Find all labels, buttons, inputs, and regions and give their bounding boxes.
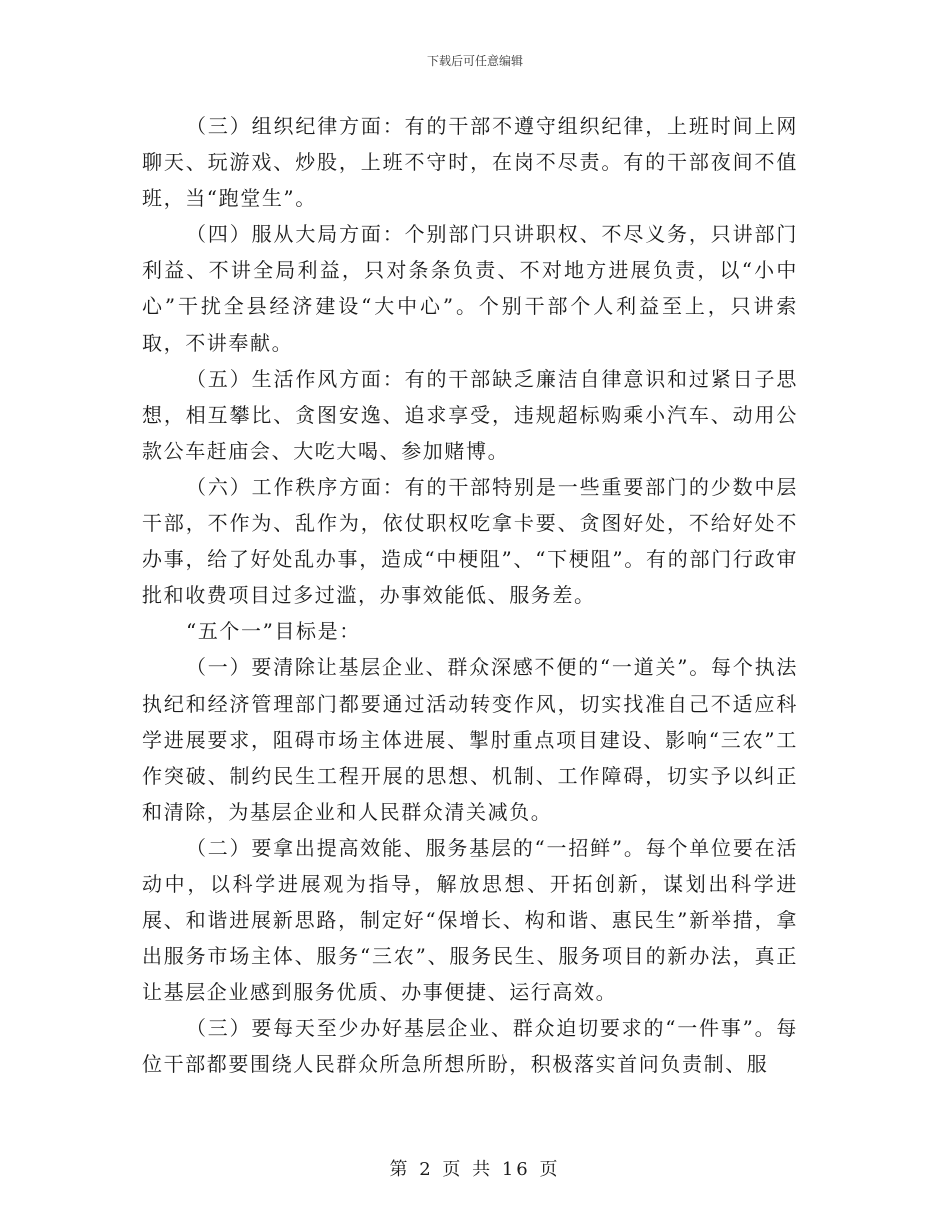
paragraph-five-goals-heading: “五个一”目标是：: [186, 619, 361, 644]
paragraph-goal-one: （一）要清除让基层企业、群众深感不便的“一道关”。每个执法执纪和经济管理部门都要通过活动转变作风，切实找准自己不适应科学进展要求，阻碍市场主体进展、掣肘重点项目建设、影响“三农”工作突破、制约民生工程开展的思想、机制、工作障碍，切实予以纠正和清除，为基层企业和人民群众清关减负。: [142, 655, 798, 824]
paragraph-work-order: （六）工作秩序方面：有的干部特别是一些重要部门的少数中层干部，不作为、乱作为，依仗职权吃拿卡要、贪图好处，不给好处不办事，给了好处乱办事，造成“中梗阻”、“下梗阻”。有的部门行政审批和收费项目过多过滥，办事效能低、服务差。: [142, 474, 798, 608]
paragraph-lifestyle: （五）生活作风方面：有的干部缺乏廉洁自律意识和过紧日子思想，相互攀比、贪图安逸、追求享受，违规超标购乘小汽车、动用公款公车赶庙会、大吃大喝、参加赌博。: [142, 366, 798, 463]
document-body: [142, 108, 798, 1083]
paragraph-goal-two: （二）要拿出提高效能、服务基层的“一招鲜”。每个单位要在活动中，以科学进展观为指导，解放思想、开拓创新，谋划出科学进展、和谐进展新思路，制定好“保增长、构和谐、惠民生”新举措，拿出服务市场主体、服务“三农”、服务民生、服务项目的新办法，真正让基层企业感到服务优质、办事便捷、运行高效。: [142, 835, 798, 1005]
paragraph-goal-three: （三）要每天至少办好基层企业、群众迫切要求的“一件事”。每位干部都要围绕人民群众所急所想所盼，积极落实首问负责制、服: [142, 1016, 798, 1077]
paragraph-overall-situation: （四）服从大局方面：个别部门只讲职权、不尽义务，只讲部门利益、不讲全局利益，只对条条负责、不对地方进展负责，以“小中心”干扰全县经济建设“大中心”。个别干部个人利益至上，只讲索取，不讲奉献。: [142, 222, 798, 355]
page-header-note: 下载后可任意编辑: [426, 54, 523, 68]
page-number-footer: 第 2 页 共 16 页: [389, 1159, 561, 1180]
paragraph-organization-discipline: （三）组织纪律方面：有的干部不遵守组织纪律，上班时间上网聊天、玩游戏、炒股，上班不守时，在岗不尽责。有的干部夜间不值班，当“跑堂生”。: [142, 114, 798, 211]
